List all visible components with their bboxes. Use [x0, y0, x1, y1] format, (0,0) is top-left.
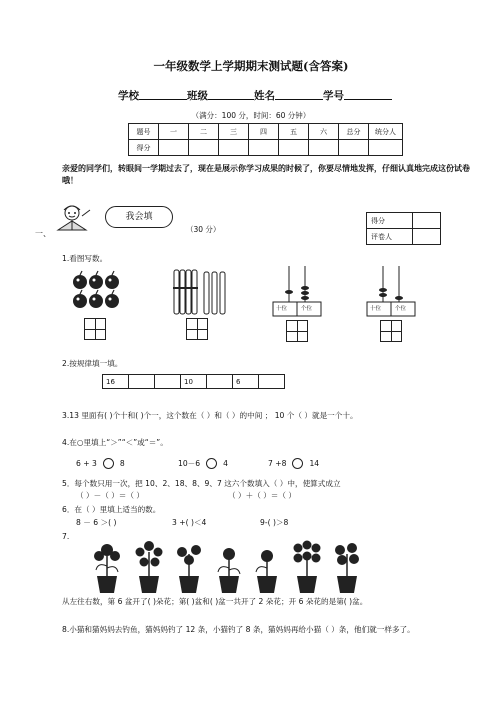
number-label: 学号 [323, 90, 344, 102]
q5-equation-1[interactable]: （ ）－（ ）＝（ ） [76, 491, 144, 500]
q4-item-3 [268, 458, 319, 469]
number-blank[interactable] [344, 88, 392, 100]
abacus-1-tens-label: 十位 [276, 306, 288, 312]
compare-circle[interactable] [292, 458, 303, 469]
flower-pot-7-picture [330, 540, 364, 594]
q4-item-2 [178, 458, 228, 469]
q2-sequence-table [102, 374, 285, 389]
score-header: 六 [309, 124, 339, 140]
score-header: 一 [159, 124, 189, 140]
class-blank[interactable] [208, 88, 254, 100]
score-cell[interactable] [159, 140, 189, 156]
flower-pot-6-picture [290, 540, 324, 594]
q4-item-1 [76, 458, 125, 469]
sequence-cell: 6 [233, 375, 259, 389]
flower-pot-5-picture [250, 540, 284, 594]
apples-picture [70, 268, 132, 314]
abacus-2-tens-label: 十位 [370, 306, 382, 312]
q1-text: 1.看图写数。 [62, 254, 108, 263]
section-index: 一、 [35, 229, 51, 238]
q2-text: 2.按规律填一填。 [62, 359, 123, 368]
class-label: 班级 [187, 90, 208, 102]
abacus-2-ones-label: 个位 [395, 306, 407, 312]
abacus-1-ones-label: 个位 [301, 306, 313, 312]
grader-box [366, 212, 441, 245]
sequence-cell: 16 [103, 375, 129, 389]
q6-item-2[interactable]: 3 +( )＜4 [172, 518, 207, 527]
q4-text: 4.在○里填上“＞”“＜”或“＝”。 [62, 438, 168, 447]
sequence-cell[interactable] [129, 375, 155, 389]
sequence-cell[interactable] [155, 375, 181, 389]
q4-left: 7 +8 [268, 459, 287, 468]
q6-text: 6．在（ ）里填上适当的数。 [62, 505, 161, 514]
flower-pot-4-picture [212, 540, 246, 594]
name-blank[interactable] [275, 88, 323, 100]
school-label: 学校 [118, 90, 139, 102]
sequence-cell: 10 [181, 375, 207, 389]
grader-name-label: 评卷人 [367, 229, 413, 245]
intro-text: 亲爱的同学们，转眼间一学期过去了，现在是展示你学习成果的时候了，你要尽情地发挥，仔细认真地完成这份试卷哦！ [62, 164, 470, 185]
q1-answer-box-1[interactable] [84, 318, 106, 340]
q7-index: 7. [62, 532, 70, 541]
score-header: 四 [249, 124, 279, 140]
score-cell[interactable] [339, 140, 369, 156]
q1-answer-box-4[interactable] [380, 320, 402, 342]
q4-left: 6 + 3 [76, 459, 97, 468]
sequence-cell[interactable] [259, 375, 285, 389]
q4-right: 8 [119, 459, 125, 468]
q4-right: 14 [309, 459, 320, 468]
school-blank[interactable] [139, 88, 187, 100]
grader-score-label: 得分 [367, 213, 413, 229]
sequence-cell[interactable] [207, 375, 233, 389]
score-cell[interactable] [279, 140, 309, 156]
exam-subtitle: （满分：100 分，时间：60 分钟） [191, 111, 311, 120]
child-reading-icon [52, 204, 96, 234]
score-cell[interactable] [249, 140, 279, 156]
page-title: 一年级数学上学期期末测试题(含答案) [153, 59, 349, 73]
flower-pot-2-picture [132, 540, 166, 594]
section-points: （30 分） [186, 225, 221, 234]
q5-equation-2[interactable]: （ ）＋（ ）＝（ ） [228, 491, 296, 500]
score-header: 题号 [129, 124, 159, 140]
q7-text: 从左往右数，第 6 盆开了( )朵花；第( )盆和( )盆一共开了 2 朵花；开 6 朵花的是第( )盆。 [62, 597, 368, 606]
score-header: 三 [219, 124, 249, 140]
q1-answer-box-2[interactable] [186, 318, 208, 340]
q6-item-3[interactable]: 9-( )＞8 [260, 518, 289, 527]
score-header: 总分 [339, 124, 369, 140]
q1-answer-box-3[interactable] [286, 320, 308, 342]
score-table [128, 123, 403, 156]
grader-score-cell[interactable] [413, 213, 441, 229]
q6-item-1[interactable]: 8 － 6 ＞( ) [76, 518, 117, 527]
sticks-bundle-picture [172, 268, 228, 318]
q5-text: 5．每个数只用一次，把 10、2、18、8、9、7 这六个数填入（ ）中，使算式成立 [62, 479, 341, 488]
score-cell[interactable] [189, 140, 219, 156]
score-header: 五 [279, 124, 309, 140]
q4-left: 10－6 [178, 459, 201, 468]
flower-pot-1-picture [90, 540, 124, 594]
score-header: 二 [189, 124, 219, 140]
score-cell[interactable] [309, 140, 339, 156]
flower-pot-3-picture [172, 540, 206, 594]
grader-name-cell[interactable] [413, 229, 441, 245]
score-cell[interactable] [369, 140, 403, 156]
q3-text: 3.13 里面有( )个十和( )个一，这个数在（ ）和（ ）的中间 ； 10 个（ ）就是一个十。 [62, 411, 358, 420]
section-bubble: 我会填 [105, 206, 173, 228]
score-cell[interactable] [219, 140, 249, 156]
compare-circle[interactable] [206, 458, 217, 469]
q4-right: 4 [223, 459, 228, 468]
name-label: 姓名 [254, 90, 275, 102]
compare-circle[interactable] [103, 458, 114, 469]
score-header: 统分人 [369, 124, 403, 140]
q8-text: 8.小猫和猫妈妈去钓鱼，猫妈妈钓了 12 条，小猫钓了 8 条，猫妈妈再给小猫（ ）条，他们就一样多了。 [62, 625, 415, 634]
score-row-label: 得分 [129, 140, 159, 156]
student-info-line [118, 88, 392, 103]
